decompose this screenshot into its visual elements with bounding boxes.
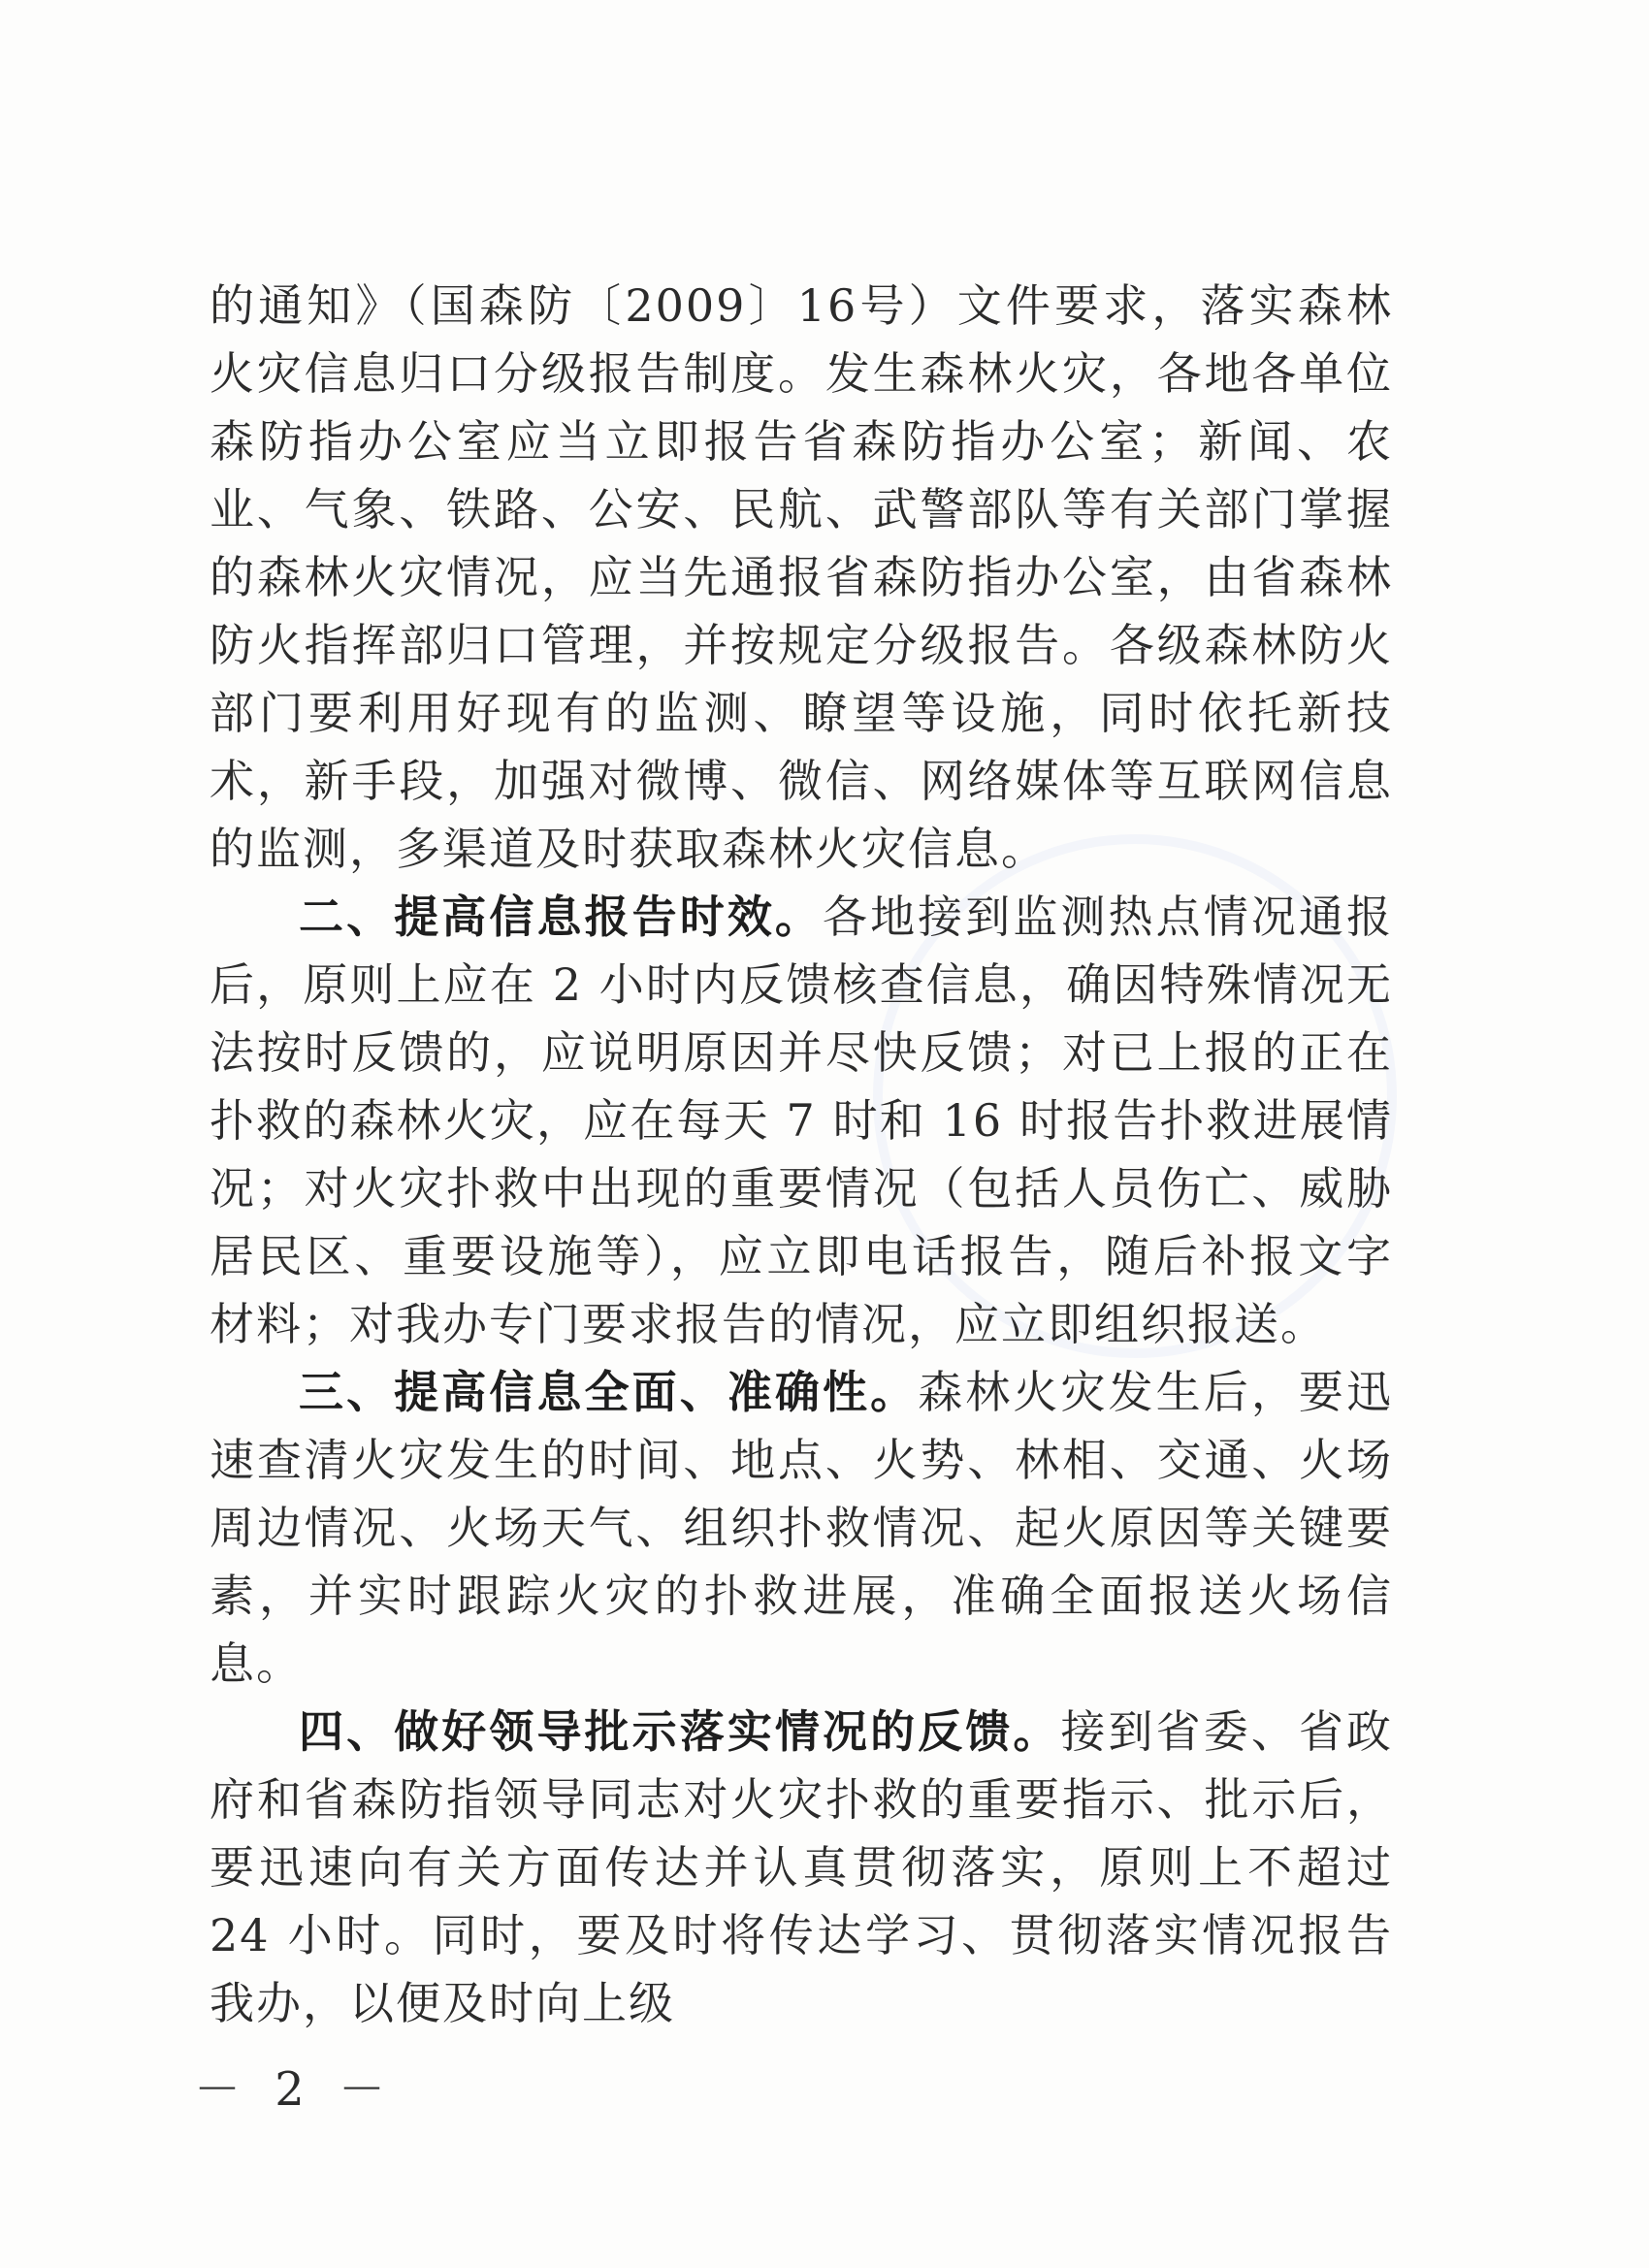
page-number: － 2 － [194, 2062, 396, 2117]
section-heading-4: 四、做好领导批示落实情况的反馈。 [299, 1705, 1061, 1758]
paragraph-text: 的通知》（国森防〔2009〕16号）文件要求，落实森林火灾信息归口分级报告制度。发生森林火灾，各地各单位森防指办公室应当立即报告省森防指办公室；新闻、农业、气象、铁路、公安、民航、武警部队等有关部门掌握的森林火灾情况，应当先通报省森防指办公室，由省森林防火指挥部归口管理，并按规定分级报告。各级森林防火部门要利用好现有的监测、瞭望等设施，同时依托新技术，新手段，加强对微博、微信、网络媒体等互联网信息的监测，多渠道及时获取森林火灾信息。 [210, 279, 1393, 875]
document-body [210, 272, 1393, 2037]
paragraph-text: 接到省委、省政府和省森防指领导同志对火灾扑救的重要指示、批示后，要迅速向有关方面传达并认真贯彻落实，原则上不超过 24 小时。同时，要及时将传达学习、贯彻落实情况报告我办，以便及时向上级 [210, 1705, 1394, 2029]
section-heading-3: 三、提高信息全面、准确性。 [299, 1366, 919, 1418]
paragraph-continuation [210, 272, 1393, 883]
paragraph-section-2 [210, 883, 1393, 1358]
paragraph-section-3 [210, 1358, 1393, 1698]
paragraph-text: 各地接到监测热点情况通报后，原则上应在 2 小时内反馈核查信息，确因特殊情况无法按时反馈的，应说明原因并尽快反馈；对已上报的正在扑救的森林火灾，应在每天 7 时和 16 时报告扑救进展情况；对火灾扑救中出现的重要情况（包括人员伤亡、威胁居民区、重要设施等），应立即电话报告，随后补报文字材料；对我办专门要求报告的情况，应立即组织报送。 [210, 891, 1394, 1350]
section-heading-2: 二、提高信息报告时效。 [299, 891, 823, 943]
paragraph-text: 森林火灾发生后，要迅速查清火灾发生的时间、地点、火势、林相、交通、火场周边情况、火场天气、组织扑救情况、起火原因等关键要素，并实时跟踪火灾的扑救进展，准确全面报送火场信息。 [210, 1366, 1394, 1690]
paragraph-section-4 [210, 1698, 1393, 2037]
